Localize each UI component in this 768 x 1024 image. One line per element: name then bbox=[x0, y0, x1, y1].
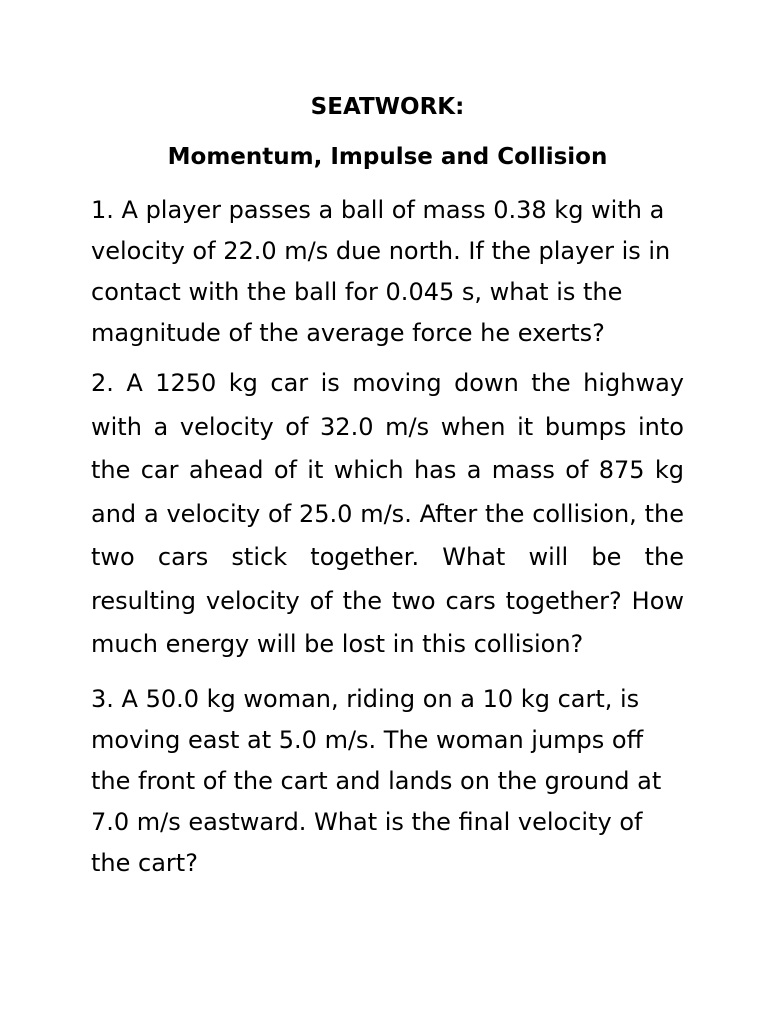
problem-3: 3. A 50.0 kg woman, riding on a 10 kg cart, is moving east at 5.0 m/s. The woman jumps off the front of the cart and lands on the ground at 7.0 m/s eastward. What is the final velocity of the cart? bbox=[91, 684, 662, 877]
problem-1: 1. A player passes a ball of mass 0.38 kg with a velocity of 22.0 m/s due north. If the player is in contact with the ball for 0.045 s, what is the magnitude of the average force he exerts? bbox=[91, 196, 671, 347]
worksheet-title: Momentum, Impulse and Collision bbox=[167, 144, 608, 170]
problem-2: 2. A 1250 kg car is moving down the highway with a velocity of 32.0 m/s when it bumps into the car ahead of it which has a mass of 875 kg and a velocity of 25.0 m/s. After the collision, the two cars stick together. What will be the resulting velocity of the two cars together? How much energy will be lost in this collision? bbox=[91, 369, 684, 658]
worksheet-heading: SEATWORK: bbox=[310, 94, 465, 120]
